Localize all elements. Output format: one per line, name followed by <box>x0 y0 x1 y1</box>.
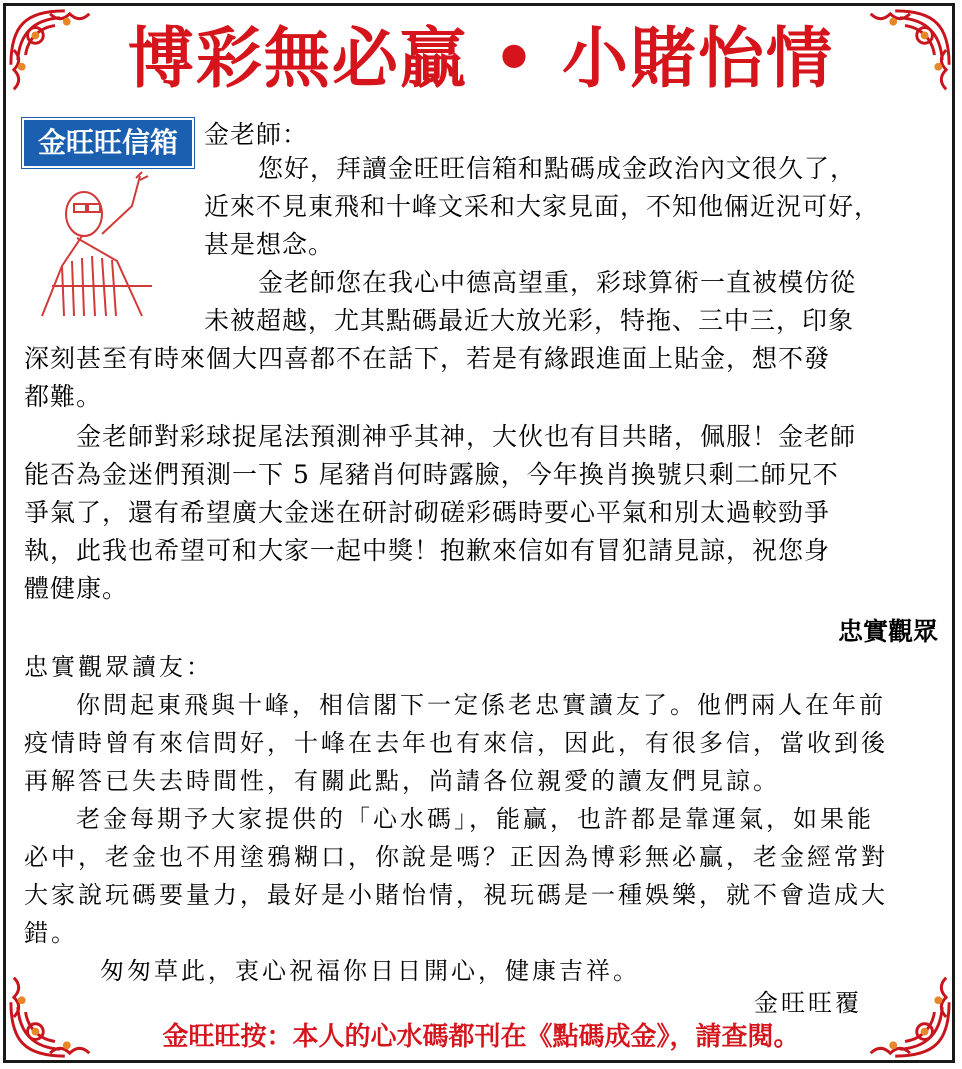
reply-line: 再解答已失去時間性，有關此點，尚請各位親愛的讀友們見諒。 <box>24 767 780 795</box>
letter-line: 甚是想念。 <box>204 230 335 259</box>
reply-signature: 金旺旺覆 <box>754 989 862 1017</box>
footer-note: 金旺旺按：本人的心水碼都刊在《點碼成金》，請查閱。 <box>162 1022 800 1052</box>
reply-salutation: 忠實觀眾讀友： <box>24 653 213 681</box>
reply-line: 疫情時曾有來信問好，十峰在去年也有來信，因此，有很多信，當收到後 <box>24 729 888 757</box>
teacher-illustration <box>22 166 192 326</box>
letter-line: 執，此我也希望可和大家一起中獎！抱歉來信如有冒犯請見諒，祝您身 <box>24 536 831 565</box>
letter-line: 您好，拜讀金旺旺信箱和點碼成金政治內文很久了， <box>258 154 857 183</box>
column-badge: 金旺旺信箱 <box>22 118 194 168</box>
reply-line: 匆匆草此，衷心祝福你日日開心，健康吉祥。 <box>100 957 640 985</box>
letter-line: 深刻甚至有時來個大四喜都不在話下，若是有緣跟進面上貼金，想不發 <box>24 344 831 373</box>
reply-line: 錯。 <box>24 919 78 947</box>
letter-line: 未被超越，尤其點碼最近大放光彩，特拖、三中三，印象 <box>204 306 855 335</box>
letter-line: 金老師對彩球捉尾法預測神乎其神，大伙也有目共睹，佩服！金老師 <box>76 422 857 451</box>
letter-line: 都難。 <box>24 382 103 411</box>
letter-line: 近來不見東飛和十峰文采和大家見面，不知他倆近況可好， <box>204 192 881 221</box>
reply-line: 大家說玩碼要量力，最好是小賭怡情，視玩碼是一種娛樂，就不會造成大 <box>24 881 888 909</box>
page-title: 博彩無必贏 • 小賭怡情 <box>127 20 835 97</box>
letter-salutation: 金老師： <box>204 120 309 149</box>
reply-line: 必中，老金也不用塗鴉糊口，你說是嗎？正因為博彩無必贏，老金經常對 <box>24 843 888 871</box>
letter-line: 能否為金迷們預測一下 5 尾豬肖何時露臉，今年換肖換號只剩二師兄不 <box>24 460 839 489</box>
reply-line: 你問起東飛與十峰，相信閣下一定係老忠實讀友了。他們兩人在年前 <box>76 691 886 719</box>
letter-signature: 忠實觀眾 <box>837 617 938 646</box>
letter-line: 體健康。 <box>24 574 129 603</box>
letter-line: 爭氣了，還有希望廣大金迷在研討砌磋彩碼時要心平氣和別太過較勁爭 <box>24 498 831 527</box>
letter-line: 金老師您在我心中德高望重，彩球算術一直被模仿從 <box>258 268 857 297</box>
reply-line: 老金每期予大家提供的「心水碼」，能贏，也許都是靠運氣，如果能 <box>76 805 874 833</box>
